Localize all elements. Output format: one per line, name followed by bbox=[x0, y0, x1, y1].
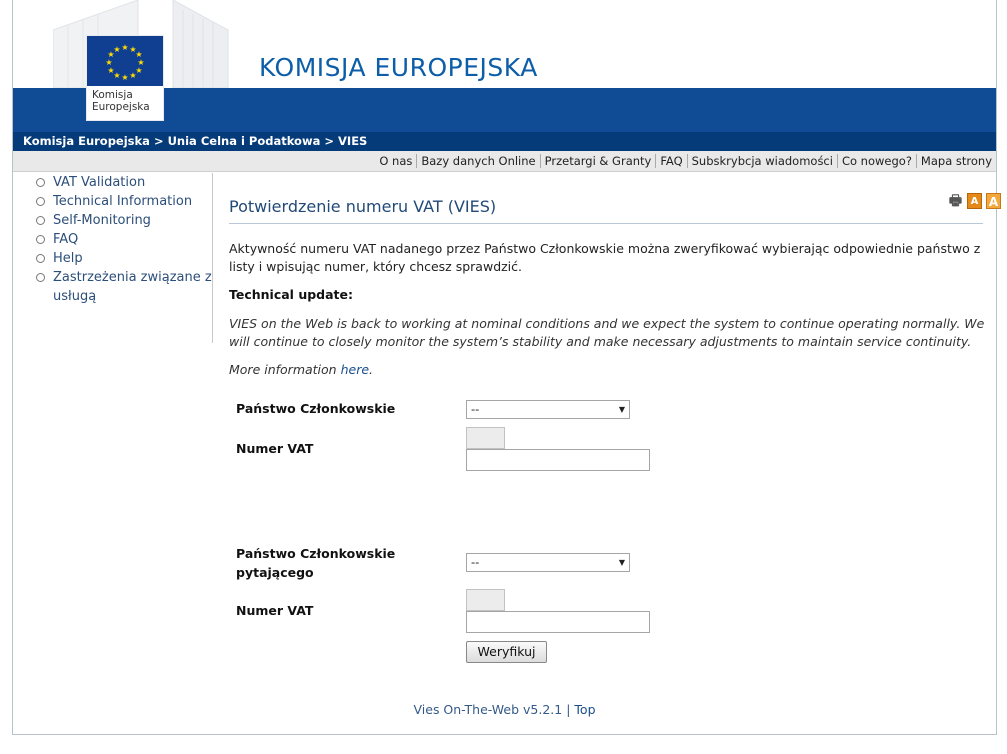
svg-text:★: ★ bbox=[107, 66, 115, 75]
footer-separator: | bbox=[562, 702, 575, 717]
verify-button[interactable]: Weryfikuj bbox=[466, 641, 547, 663]
svg-text:★: ★ bbox=[129, 71, 137, 80]
footer-top-link[interactable]: Top bbox=[574, 702, 596, 717]
topnav-tenders[interactable]: Przetargi & Granty bbox=[540, 154, 656, 168]
svg-text:★: ★ bbox=[121, 73, 129, 82]
circle-bullet-icon bbox=[36, 235, 45, 244]
top-navigation bbox=[13, 151, 996, 172]
svg-text:★: ★ bbox=[135, 66, 143, 75]
requester-state-value: -- bbox=[471, 555, 480, 569]
topnav-sitemap[interactable]: Mapa strony bbox=[916, 154, 996, 168]
title-divider bbox=[229, 223, 983, 224]
requester-state-label-line1: Państwo Członkowskie bbox=[236, 546, 396, 561]
breadcrumb-item-commission[interactable]: Komisja Europejska bbox=[23, 134, 150, 148]
footer bbox=[13, 702, 996, 717]
topnav-about[interactable]: O nas bbox=[379, 154, 413, 168]
sidebar bbox=[13, 173, 213, 343]
sidebar-item-disclaimer[interactable] bbox=[13, 268, 213, 306]
print-icon[interactable]: 🖶 bbox=[948, 193, 963, 209]
svg-text:★: ★ bbox=[137, 58, 145, 67]
sidebar-item-label: VAT Validation bbox=[53, 175, 146, 190]
requester-state-label-line2: pytającego bbox=[236, 565, 314, 580]
more-info-link[interactable]: here bbox=[340, 362, 370, 377]
svg-text:★: ★ bbox=[113, 45, 121, 54]
font-increase-icon[interactable]: A bbox=[986, 193, 1001, 209]
requester-state-label bbox=[236, 544, 395, 582]
more-info-suffix: . bbox=[369, 362, 374, 377]
breadcrumb-separator-icon: > bbox=[149, 134, 168, 148]
sidebar-item-label: Technical Information bbox=[53, 194, 193, 209]
logo-box bbox=[87, 36, 163, 120]
circle-bullet-icon bbox=[36, 254, 45, 263]
circle-bullet-icon bbox=[36, 273, 45, 282]
breadcrumb-item-customs[interactable]: Unia Celna i Podatkowa bbox=[167, 134, 321, 148]
svg-text:★: ★ bbox=[135, 50, 143, 59]
site-title: KOMISJA EUROPEJSKA bbox=[259, 53, 538, 82]
dropdown-arrow-icon: ▼ bbox=[618, 558, 625, 567]
member-state-label: Państwo Członkowskie bbox=[236, 401, 396, 416]
member-state-value: -- bbox=[471, 402, 480, 416]
vat-number-label: Numer VAT bbox=[236, 441, 314, 456]
page-title: Potwierdzenie numeru VAT (VIES) bbox=[229, 197, 497, 216]
topnav-faq[interactable]: FAQ bbox=[655, 154, 686, 168]
breadcrumb-separator-icon: > bbox=[320, 134, 339, 148]
breadcrumb-item-vies[interactable]: VIES bbox=[338, 134, 368, 148]
sidebar-item-self-monitoring[interactable] bbox=[13, 211, 213, 230]
circle-bullet-icon bbox=[36, 197, 45, 206]
technical-update-heading: Technical update: bbox=[229, 287, 353, 302]
sidebar-item-technical-information[interactable] bbox=[13, 192, 213, 211]
vat-number-input[interactable] bbox=[466, 449, 650, 471]
svg-text:★: ★ bbox=[113, 71, 121, 80]
dropdown-arrow-icon: ▼ bbox=[618, 405, 625, 414]
technical-update-body: VIES on the Web is back to working at nominal conditions and we expect the system to continue operating normally. We will continue to closely monitor the system’s stability and make necessary adjustments to maintain service continuity. bbox=[229, 316, 985, 349]
font-decrease-icon[interactable]: A bbox=[967, 193, 982, 209]
topnav-whats-new[interactable]: Co nowego? bbox=[837, 154, 916, 168]
sidebar-item-label: Help bbox=[53, 251, 83, 266]
svg-text:★: ★ bbox=[121, 43, 129, 52]
requester-vat-input[interactable] bbox=[466, 611, 650, 633]
circle-bullet-icon bbox=[36, 216, 45, 225]
more-info-prefix: More information bbox=[229, 362, 341, 377]
requester-country-prefix bbox=[466, 589, 505, 611]
sidebar-item-label: FAQ bbox=[53, 232, 79, 247]
svg-text:★: ★ bbox=[129, 45, 137, 54]
topnav-databases[interactable]: Bazy danych Online bbox=[416, 154, 539, 168]
requester-state-select[interactable] bbox=[466, 553, 630, 572]
page-frame bbox=[12, 0, 997, 735]
breadcrumb bbox=[13, 132, 996, 151]
more-information bbox=[229, 362, 373, 377]
sidebar-item-vat-validation[interactable] bbox=[13, 173, 213, 192]
sidebar-item-help[interactable] bbox=[13, 249, 213, 268]
intro-text: Aktywność numeru VAT nadanego przez Państwo Członkowskie można zweryfikować wybierając odpowiednie państwo z listy i wpisując numer, który chcesz sprawdzić. bbox=[229, 241, 981, 274]
eu-flag-icon bbox=[87, 36, 163, 86]
topnav-subscription[interactable]: Subskrybcja wiadomości bbox=[687, 154, 837, 168]
sidebar-item-label: Self-Monitoring bbox=[53, 213, 151, 228]
circle-bullet-icon bbox=[36, 178, 45, 187]
vat-country-prefix bbox=[466, 427, 505, 449]
svg-text:★: ★ bbox=[107, 50, 115, 59]
footer-version: Vies On-The-Web v5.2.1 bbox=[413, 702, 563, 717]
ec-logo[interactable] bbox=[53, 0, 243, 120]
member-state-select[interactable] bbox=[466, 400, 630, 419]
requester-vat-label: Numer VAT bbox=[236, 603, 314, 618]
logo-text: Komisja Europejska bbox=[92, 89, 150, 113]
svg-text:★: ★ bbox=[105, 58, 113, 67]
sidebar-item-label: Zastrzeżenia związane z usługą bbox=[53, 270, 212, 304]
page-tools bbox=[948, 193, 998, 211]
sidebar-item-faq[interactable] bbox=[13, 230, 213, 249]
